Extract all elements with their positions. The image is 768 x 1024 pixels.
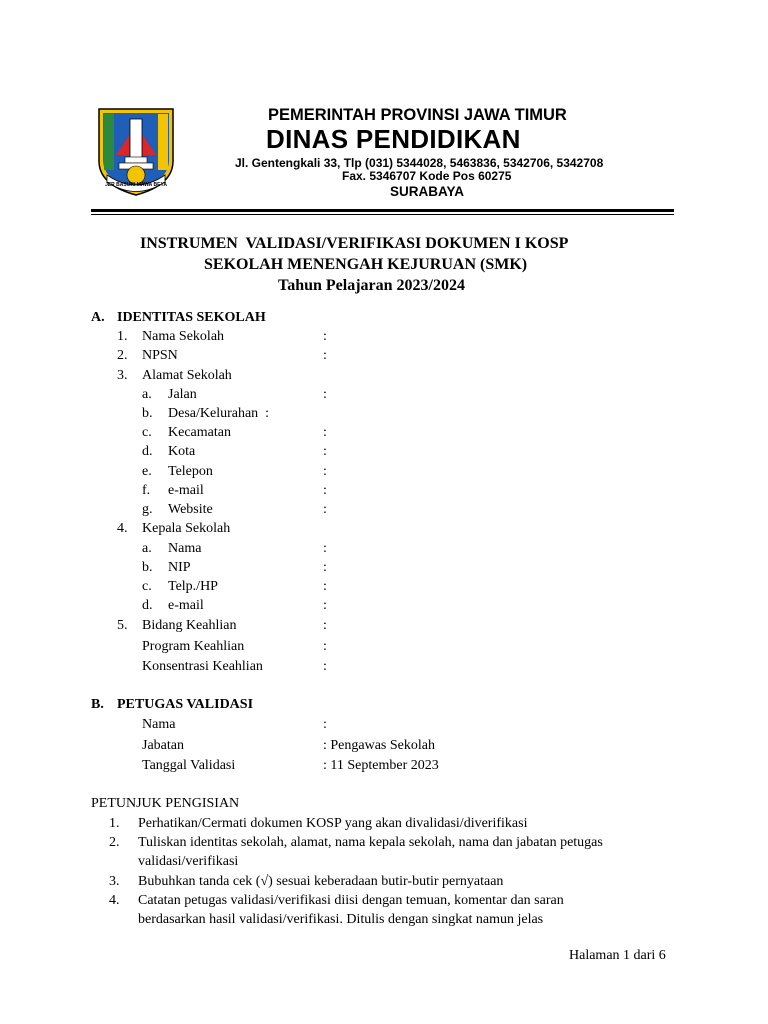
field-colon: : xyxy=(323,464,327,479)
field-label-desa-kelurahan: Desa/Kelurahan : xyxy=(168,406,270,421)
field-label-email-kepala: e-mail xyxy=(168,598,204,613)
field-colon: : xyxy=(323,387,327,402)
city-name: SURABAYA xyxy=(390,184,465,199)
sub-item-letter: c. xyxy=(142,579,152,594)
field-label-kota: Kota xyxy=(168,444,196,459)
field-colon: : xyxy=(323,579,327,594)
field-label-kecamatan: Kecamatan xyxy=(168,425,231,440)
letterhead-rule-thin xyxy=(91,214,674,215)
item-number: 5. xyxy=(117,618,128,633)
item-number: 3. xyxy=(117,368,128,383)
section-a-letter: A. xyxy=(91,310,105,325)
field-colon: : xyxy=(323,639,327,654)
field-colon: : xyxy=(323,444,327,459)
field-label-bidang-keahlian: Bidang Keahlian xyxy=(142,618,237,633)
sub-item-letter: f. xyxy=(142,483,151,498)
field-value-nama-petugas: : xyxy=(323,717,327,732)
page-number: Halaman 1 dari 6 xyxy=(569,948,666,963)
field-label-nip: NIP xyxy=(168,560,191,575)
field-colon: : xyxy=(323,560,327,575)
field-label-jabatan: Jabatan xyxy=(142,738,184,753)
sub-item-letter: e. xyxy=(142,464,152,479)
field-value-jabatan: : Pengawas Sekolah xyxy=(323,738,435,753)
instructions-title: PETUNJUK PENGISIAN xyxy=(91,796,240,811)
sub-item-letter: b. xyxy=(142,406,153,421)
sub-item-letter: b. xyxy=(142,560,153,575)
document-title-line-1: INSTRUMEN VALIDASI/VERIFIKASI DOKUMEN I KOSP xyxy=(140,235,569,252)
sub-item-letter: a. xyxy=(142,387,152,402)
section-b-title: PETUGAS VALIDASI xyxy=(117,697,254,712)
item-number: 2. xyxy=(117,348,128,363)
field-value-tanggal-validasi: : 11 September 2023 xyxy=(323,758,439,773)
field-label-kepala-sekolah: Kepala Sekolah xyxy=(142,521,231,536)
field-label-telp-hp: Telp./HP xyxy=(168,579,218,594)
field-label-program-keahlian: Program Keahlian xyxy=(142,639,245,654)
field-colon: : xyxy=(323,425,327,440)
sub-item-letter: a. xyxy=(142,541,152,556)
instruction-number: 1. xyxy=(109,816,120,831)
item-number: 4. xyxy=(117,521,128,536)
document-title-line-3: Tahun Pelajaran 2023/2024 xyxy=(278,277,465,294)
instruction-number: 2. xyxy=(109,835,120,850)
instruction-number: 4. xyxy=(109,893,120,908)
instruction-text: Bubuhkan tanda cek (√) sesuai keberadaan butir-butir pernyataan xyxy=(138,874,504,889)
address-line-2: Fax. 5346707 Kode Pos 60275 xyxy=(342,169,512,183)
section-b-letter: B. xyxy=(91,697,104,712)
field-label-nama-petugas: Nama xyxy=(142,717,176,732)
instruction-text-continued: validasi/verifikasi xyxy=(138,854,239,869)
field-label-tanggal-validasi: Tanggal Validasi xyxy=(142,758,236,773)
instruction-number: 3. xyxy=(109,874,120,889)
field-colon: : xyxy=(323,659,327,674)
field-colon: : xyxy=(323,541,327,556)
field-label-nama-sekolah: Nama Sekolah xyxy=(142,329,225,344)
field-colon: : xyxy=(323,483,327,498)
sub-item-letter: g. xyxy=(142,502,153,517)
field-label-telepon: Telepon xyxy=(168,464,213,479)
east-java-province-emblem xyxy=(95,105,177,197)
field-label-konsentrasi-keahlian: Konsentrasi Keahlian xyxy=(142,659,263,674)
field-label-nama-kepala: Nama xyxy=(168,541,202,556)
instruction-text: Catatan petugas validasi/verifikasi diisi dengan temuan, komentar dan saran xyxy=(138,893,564,908)
instruction-text-continued: berdasarkan hasil validasi/verifikasi. Ditulis dengan singkat namun jelas xyxy=(138,912,544,927)
logo-motto: JER BASUKI MAWA BEYA xyxy=(105,182,167,188)
item-number: 1. xyxy=(117,329,128,344)
letterhead-rule-thick xyxy=(91,209,674,212)
field-colon: : xyxy=(323,618,327,633)
sub-item-letter: c. xyxy=(142,425,152,440)
field-label-email: e-mail xyxy=(168,483,204,498)
field-colon: : xyxy=(323,329,327,344)
field-label-jalan: Jalan xyxy=(168,387,197,402)
field-colon: : xyxy=(323,502,327,517)
field-label-alamat-sekolah: Alamat Sekolah xyxy=(142,368,232,383)
field-label-npsn: NPSN xyxy=(142,348,178,363)
instruction-text: Perhatikan/Cermati dokumen KOSP yang akan divalidasi/diverifikasi xyxy=(138,816,528,831)
province-name: PEMERINTAH PROVINSI JAWA TIMUR xyxy=(268,106,567,124)
field-colon: : xyxy=(323,598,327,613)
instruction-text: Tuliskan identitas sekolah, alamat, nama kepala sekolah, nama dan jabatan petugas xyxy=(138,835,603,850)
field-label-website: Website xyxy=(168,502,213,517)
sub-item-letter: d. xyxy=(142,598,153,613)
address-line-1: Jl. Gentengkali 33, Tlp (031) 5344028, 5463836, 5342706, 5342708 xyxy=(235,156,604,170)
document-title-line-2: SEKOLAH MENENGAH KEJURUAN (SMK) xyxy=(204,256,528,273)
sub-item-letter: d. xyxy=(142,444,153,459)
section-a-title: IDENTITAS SEKOLAH xyxy=(117,310,266,325)
field-colon: : xyxy=(323,348,327,363)
agency-name: DINAS PENDIDIKAN xyxy=(266,124,521,154)
